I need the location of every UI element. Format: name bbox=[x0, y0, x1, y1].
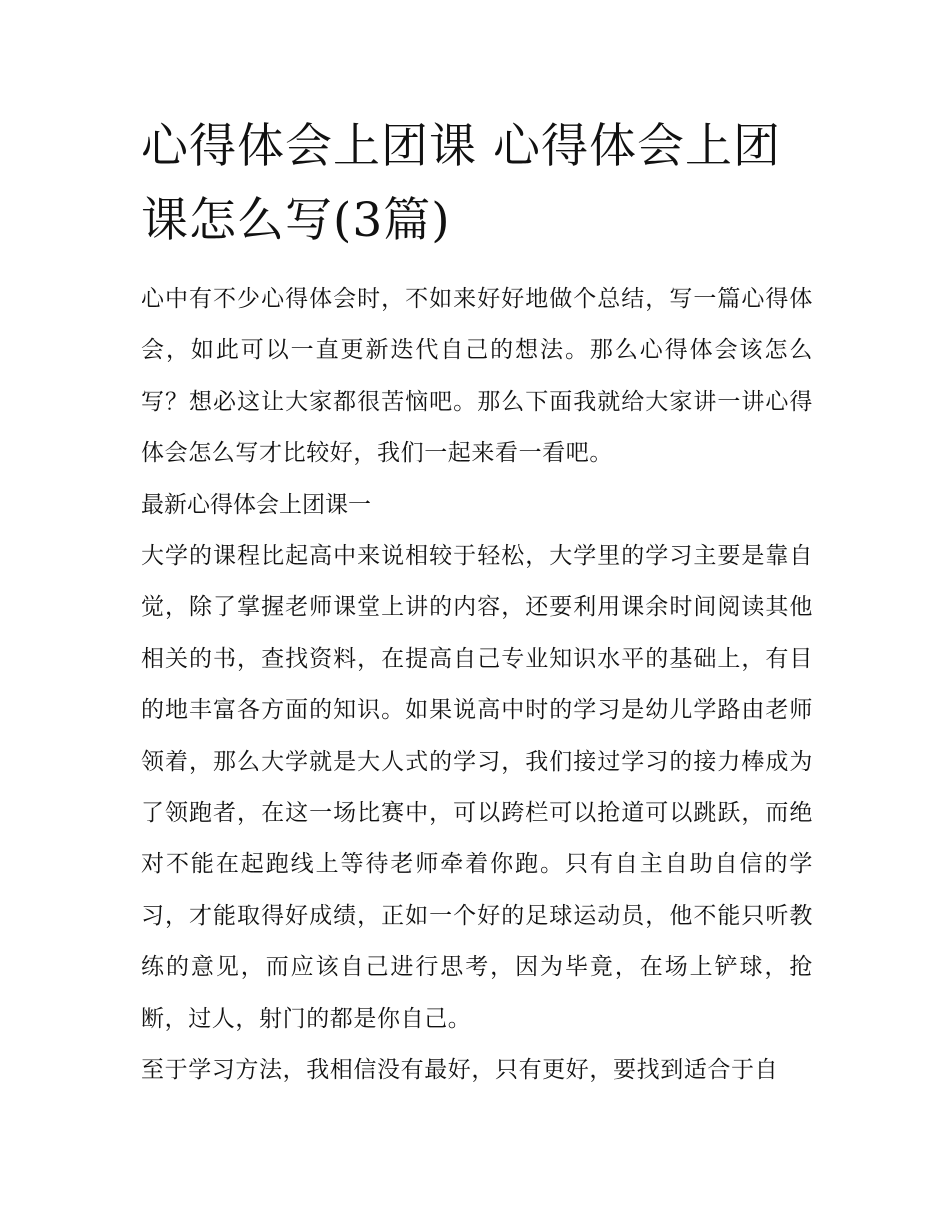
body-paragraph-2: 至于学习方法，我相信没有最好，只有更好，要找到适合于自 bbox=[141, 1057, 779, 1084]
section-heading: 最新心得体会上团课一 bbox=[141, 491, 371, 518]
document-page bbox=[141, 110, 813, 1097]
document-title: 心得体会上团课 心得体会上团课怎么写(3篇) bbox=[141, 119, 781, 248]
body-paragraph-1: 大学的课程比起高中来说相较于轻松，大学里的学习主要是靠自觉，除了掌握老师课堂上讲的内容，还要利用课余时间阅读其他相关的书，查找资料，在提高自己专业知识水平的基础上，有目的地丰富各方面的知识。如果说高中时的学习是幼儿学路由老师领着，那么大学就是大人式的学习，我们接过学习的接力棒成为了领跑者，在这一场比赛中，可以跨栏可以抢道可以跳跃，而绝对不能在起跑线上等待老师牵着你跑。只有自主自助自信的学习，才能取得好成绩，正如一个好的足球运动员，他不能只听教练的意见，而应该自己进行思考，因为毕竟，在场上铲球，抢断，过人，射门的都是你自己。 bbox=[141, 543, 813, 1032]
intro-paragraph: 心中有不少心得体会时，不如来好好地做个总结，写一篇心得体会，如此可以一直更新迭代自己的想法。那么心得体会该怎么写？想必这让大家都很苦恼吧。那么下面我就给大家讲一讲心得体会怎么写才比较好，我们一起来看一看吧。 bbox=[141, 286, 813, 467]
